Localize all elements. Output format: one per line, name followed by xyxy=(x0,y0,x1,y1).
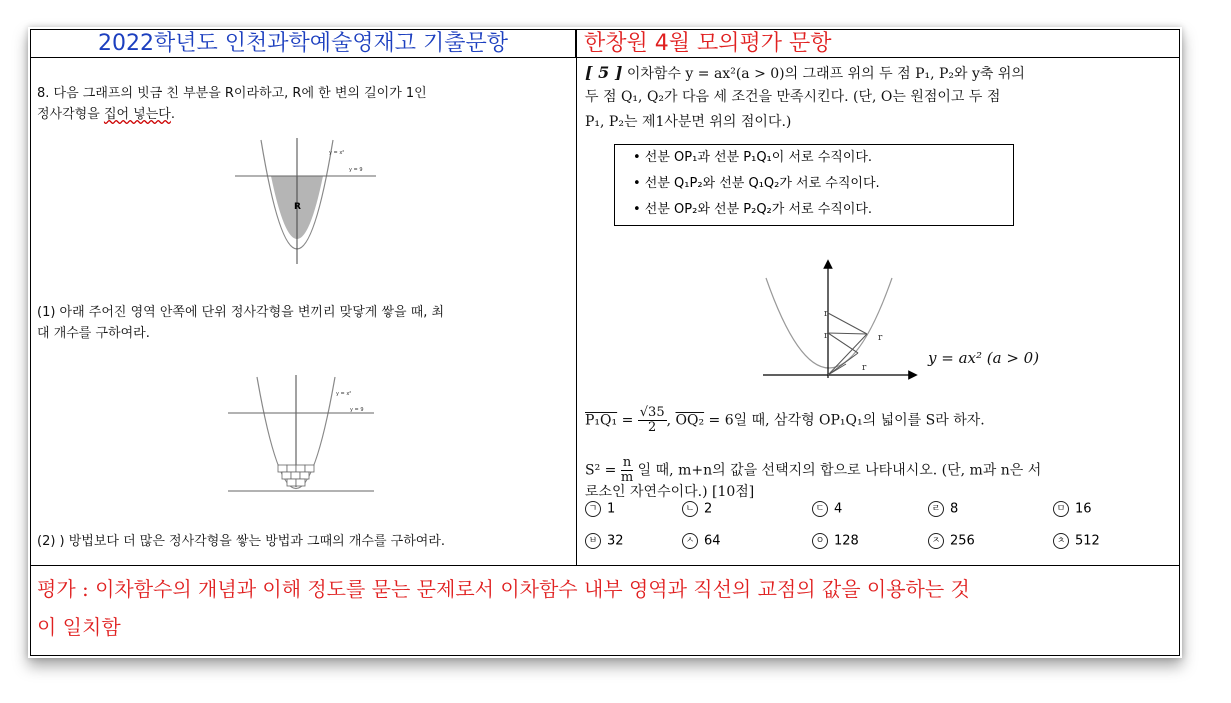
comparison-table xyxy=(30,29,1180,656)
problem-number: [ 5 ] xyxy=(585,63,623,82)
den-m: m xyxy=(620,470,634,485)
mark-r-1: r xyxy=(878,333,883,343)
choice-value: 64 xyxy=(704,533,721,549)
conditions-box xyxy=(614,144,1014,226)
s2-post: 일 때, m+n의 값을 선택지의 합으로 나타내시오. (단, m과 n은 서 xyxy=(633,462,1042,479)
choice-5[interactable] xyxy=(1053,501,1092,517)
problem-5-line1 xyxy=(585,63,1025,84)
choice-6[interactable] xyxy=(585,533,624,549)
choice-value: 512 xyxy=(1075,533,1100,549)
left-header-title: 2022학년도 인천과학예술영재고 기출문항 xyxy=(31,30,576,58)
curve-label-2: y = x² xyxy=(336,391,352,397)
q8-text-c: . xyxy=(170,107,176,122)
sub-question-1-line1: (1) 아래 주어진 영역 안쪽에 단위 정사각형을 변끼리 맞닿게 쌓을 때, 최 xyxy=(37,305,445,320)
line-label: y = 9 xyxy=(349,167,363,173)
question-8-line1: 8. 다음 그래프의 빗금 친 부분을 R이라하고, R에 한 변의 길이가 1인 xyxy=(37,86,427,101)
fraction-sqrt35-2 xyxy=(638,406,667,435)
given-rest: = 6일 때, 삼각형 OP₁Q₁의 넓이를 S라 하자. xyxy=(704,412,985,429)
choice-value: 8 xyxy=(950,501,959,517)
choice-mark: ㄱ xyxy=(585,501,601,517)
choice-mark: ㅈ xyxy=(928,533,944,549)
choice-mark: ㅂ xyxy=(585,533,601,549)
equals: = xyxy=(617,412,638,429)
problem-last-line: 로소인 자연수이다.) [10점] xyxy=(585,484,755,500)
choice-mark: ㄹ xyxy=(928,501,944,517)
q8-text-a: 정사각형을 xyxy=(37,107,104,122)
choice-value: 256 xyxy=(950,533,975,549)
right-header-title: 한창원 4월 모의평가 문항 xyxy=(576,30,1179,58)
choice-value: 128 xyxy=(834,533,859,549)
evaluation-line2: 이 일치함 xyxy=(37,615,121,639)
choice-mark: ㄴ xyxy=(682,501,698,517)
line-label-2: y = 9 xyxy=(350,407,364,413)
choice-mark: ㅇ xyxy=(812,533,828,549)
choice-8[interactable] xyxy=(812,533,859,549)
choice-value: 16 xyxy=(1075,501,1092,517)
numerator: √35 xyxy=(639,405,665,420)
choice-1[interactable] xyxy=(585,501,615,517)
s2-prefix: S² = xyxy=(585,462,621,479)
choice-value: 32 xyxy=(607,533,624,549)
choice-3[interactable] xyxy=(812,501,842,517)
num-n: n xyxy=(622,455,632,470)
problem-5-line2: 두 점 Q₁, Q₂가 다음 세 조건을 만족시킨다. (단, O는 원점이고 두 점 xyxy=(585,89,1001,105)
condition-2: • 선분 Q₁P₂와 선분 Q₁Q₂가 서로 수직이다. xyxy=(633,176,880,191)
choice-mark: ㄷ xyxy=(812,501,828,517)
choice-value: 2 xyxy=(704,501,713,517)
choice-4[interactable] xyxy=(928,501,958,517)
choice-10[interactable] xyxy=(1053,533,1100,549)
footer-divider xyxy=(31,565,1179,566)
evaluation-line1: 평가 : 이차함수의 개념과 이해 정도를 묻는 문제로서 이차함수 내부 영역과 직선의 교점의 값을 이용하는 것 xyxy=(37,577,970,601)
region-label: R xyxy=(294,202,301,212)
svg-text:r: r xyxy=(824,331,829,341)
column-divider xyxy=(576,30,577,566)
sub-question-2: (2) ) 방법보다 더 많은 정사각형을 쌓는 방법과 그때의 개수를 구하여라. xyxy=(37,534,446,549)
parabola-graph-2 xyxy=(224,375,394,495)
choice-value: 1 xyxy=(607,501,616,517)
given-line xyxy=(585,406,985,435)
segment-oq2: OQ₂ xyxy=(675,412,705,429)
denominator: 2 xyxy=(648,420,657,435)
condition-3: • 선분 OP₂와 선분 P₂Q₂가 서로 수직이다. xyxy=(633,202,873,217)
choice-7[interactable] xyxy=(682,533,721,549)
separator: , xyxy=(666,412,676,429)
svg-text:r: r xyxy=(824,309,829,319)
sub-question-1-line2: 대 개수를 구하여라. xyxy=(37,326,150,341)
parabola-graph-1 xyxy=(231,138,391,264)
mark-r-2: r xyxy=(862,363,867,373)
choice-mark: ㅅ xyxy=(682,533,698,549)
choice-value: 4 xyxy=(834,501,843,517)
problem-text-1: 이차함수 y = ax²(a > 0)의 그래프 위의 두 점 P₁, P₂와 y축 위의 xyxy=(622,66,1025,82)
question-8-line2 xyxy=(37,105,175,125)
s-squared-line xyxy=(585,456,1041,485)
problem-5-line3: P₁, P₂는 제1사분면 위의 점이다.) xyxy=(585,114,792,130)
choice-mark: ㅊ xyxy=(1053,533,1069,549)
q8-text-underlined: 집어 넣는다 xyxy=(103,107,171,122)
curve-label: y = x² xyxy=(329,150,345,156)
parabola-graph-3 xyxy=(731,258,921,388)
fraction-n-m xyxy=(621,456,633,485)
graph-equation: y = ax² (a > 0) xyxy=(928,349,1040,367)
segment-p1q1: P₁Q₁ xyxy=(585,412,618,429)
choice-9[interactable] xyxy=(928,533,975,549)
parabola-curve-3 xyxy=(766,278,892,368)
choice-mark: ㅁ xyxy=(1053,501,1069,517)
stacked-squares xyxy=(278,465,314,486)
condition-1: • 선분 OP₁과 선분 P₁Q₁이 서로 수직이다. xyxy=(633,150,873,165)
choice-2[interactable] xyxy=(682,501,712,517)
